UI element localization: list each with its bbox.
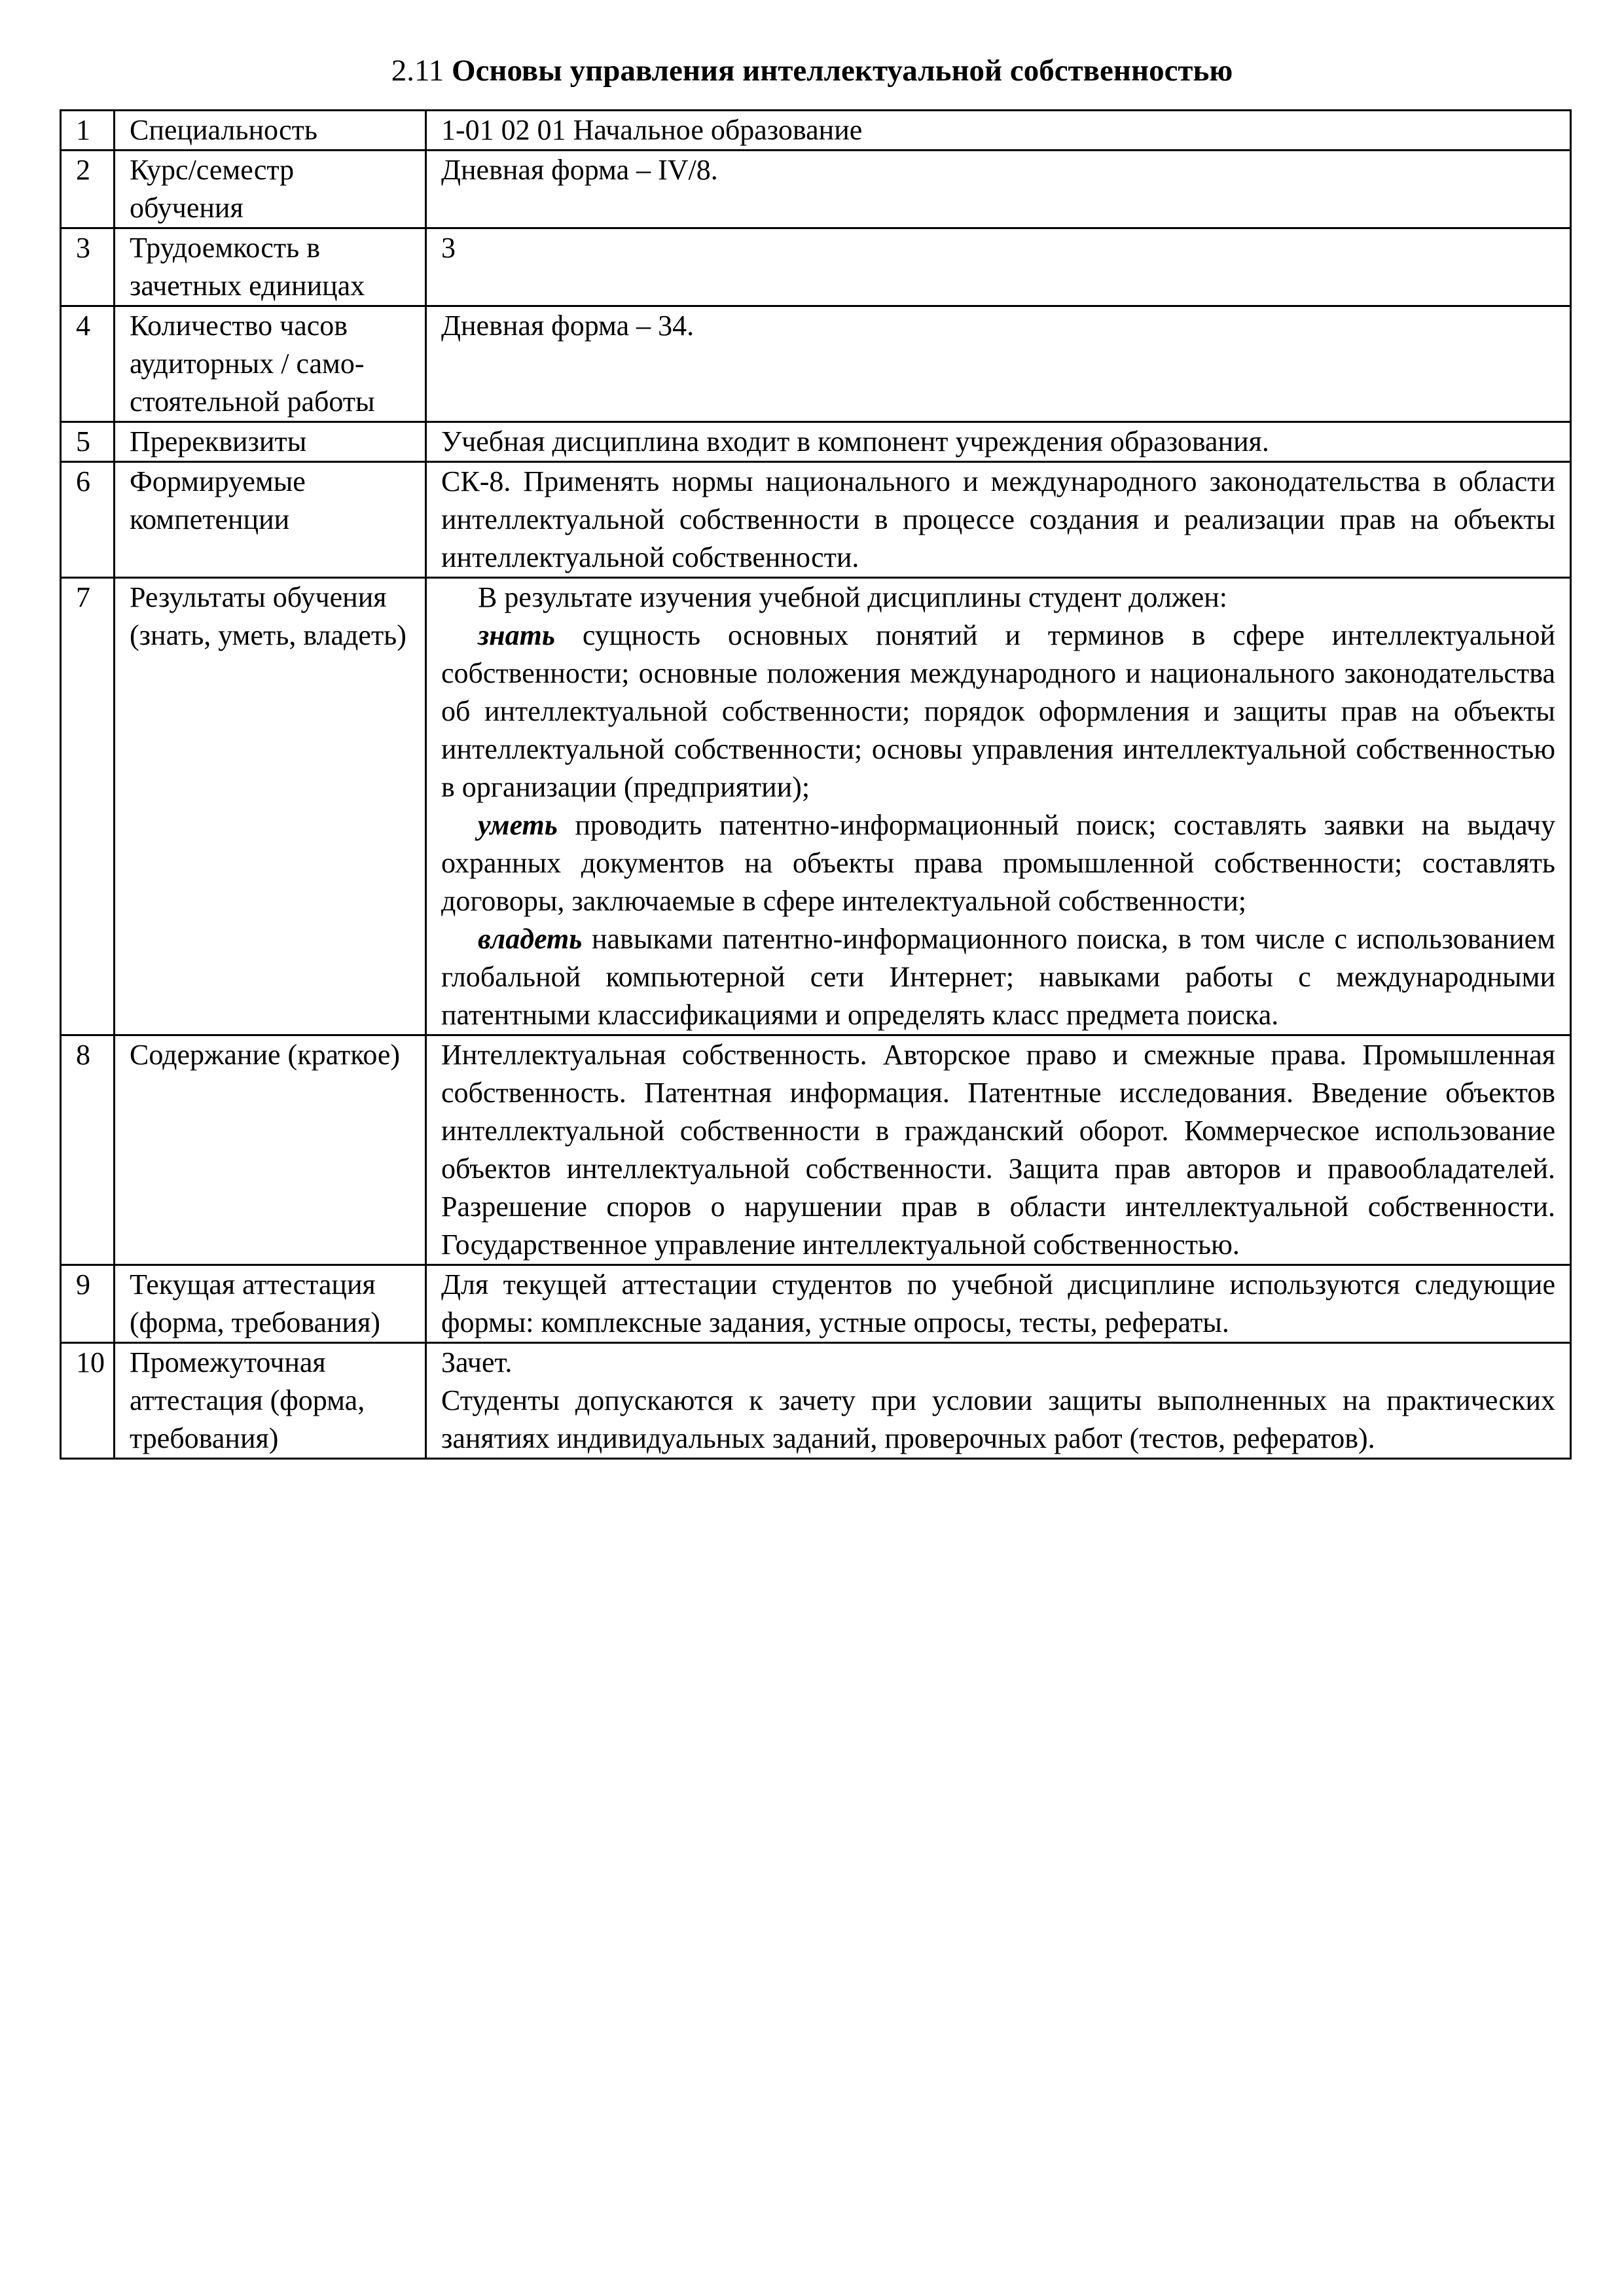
learning-outcomes-intro: В результате изучения учебной дисциплины студент должен: bbox=[478, 581, 1228, 613]
outcome-can bbox=[441, 806, 1555, 920]
table-row bbox=[61, 578, 1571, 1035]
row-label: Курс/семестр обучения bbox=[115, 151, 426, 228]
table-row bbox=[61, 151, 1571, 228]
row-content: Для текущей аттестации студентов по учебной дисциплине используются следующие формы: комплексные задания, устные опросы, тесты, рефераты. bbox=[426, 1265, 1571, 1343]
table-row bbox=[61, 111, 1571, 151]
outcome-term: уметь bbox=[478, 809, 558, 841]
row-number: 4 bbox=[61, 306, 115, 422]
row-content: Дневная форма – 34. bbox=[426, 306, 1571, 422]
course-spec-table bbox=[60, 109, 1572, 1460]
row-label: Содержание (краткое) bbox=[115, 1035, 426, 1265]
row-content: Учебная дисциплина входит в компонент учреждения образования. bbox=[426, 422, 1571, 462]
assessment-requirements: Студенты допускаются к зачету при условии защиты выполненных на практических занятиях индивидуальных заданий, проверочных работ (тестов, рефератов). bbox=[441, 1384, 1555, 1454]
row-number: 8 bbox=[61, 1035, 115, 1265]
row-content: СК-8. Применять нормы национального и международного законодательства в области интеллектуальной собственности в процессе создания и реализации прав на объекты интеллектуальной собственности. bbox=[426, 462, 1571, 578]
row-label: Формируемые компетенции bbox=[115, 462, 426, 578]
row-number: 9 bbox=[61, 1265, 115, 1343]
table-row bbox=[61, 228, 1571, 306]
row-number: 3 bbox=[61, 228, 115, 306]
row-label: Количество часов аудиторных / само-стоятельной работы bbox=[115, 306, 426, 422]
row-content bbox=[426, 578, 1571, 1035]
table-row bbox=[61, 306, 1571, 422]
row-number: 6 bbox=[61, 462, 115, 578]
section-number: 2.11 bbox=[391, 54, 444, 88]
row-label: Промежуточная аттестация (форма, требования) bbox=[115, 1343, 426, 1459]
row-label: Пререквизиты bbox=[115, 422, 426, 462]
row-label: Результаты обучения (знать, уметь, владеть) bbox=[115, 578, 426, 1035]
assessment-form: Зачет. bbox=[441, 1346, 513, 1378]
section-name: Основы управления интеллектуальной собственностью bbox=[451, 54, 1233, 88]
outcome-term: владеть bbox=[478, 923, 583, 955]
row-content: Интеллектуальная собственность. Авторское право и смежные права. Промышленная собственность. Патентная информация. Патентные исследования. Введение объектов интеллектуальной собственности в гражданский оборот. Коммерческое использование объектов интеллектуальной собственности. Защита прав авторов и правообладателей. Разрешение споров о нарушении прав в области интеллектуальной собственности. Государственное управление интеллектуальной собственностью. bbox=[426, 1035, 1571, 1265]
row-label: Специальность bbox=[115, 111, 426, 151]
row-content: Дневная форма – IV/8. bbox=[426, 151, 1571, 228]
outcome-own bbox=[441, 920, 1555, 1034]
table-row bbox=[61, 1035, 1571, 1265]
table-row bbox=[61, 1343, 1571, 1459]
row-label: Трудоемкость в зачетных единицах bbox=[115, 228, 426, 306]
table-row bbox=[61, 462, 1571, 578]
outcome-text: проводить патентно-информационный поиск; составлять заявки на выдачу охранных документов на объекты права промышленной собственности; составлять договоры, заключаемые в сфере интелектуальной собственности; bbox=[441, 809, 1555, 917]
row-number: 2 bbox=[61, 151, 115, 228]
table-row bbox=[61, 1265, 1571, 1343]
row-label: Текущая аттестация (форма, требования) bbox=[115, 1265, 426, 1343]
row-number: 5 bbox=[61, 422, 115, 462]
outcome-text: сущность основных понятий и терминов в сфере интеллектуальной собственности; основные положения международного и национального законодательства об интеллектуальной собственности; порядок оформления и защиты прав на объекты интеллектуальной собственности; основы управления интеллектуальной собственностью в организации (предприятии); bbox=[441, 619, 1555, 803]
outcome-text: навыками патентно-информационного поиска, в том числе с использованием глобальной компьютерной сети Интернет; навыками работы с международными патентными классификациями и определять класс предмета поиска. bbox=[441, 923, 1555, 1031]
outcome-know bbox=[441, 617, 1555, 806]
row-number: 1 bbox=[61, 111, 115, 151]
row-number: 10 bbox=[61, 1343, 115, 1459]
row-content: 1-01 02 01 Начальное образование bbox=[426, 111, 1571, 151]
row-content bbox=[426, 1343, 1571, 1459]
table-row bbox=[61, 422, 1571, 462]
row-number: 7 bbox=[61, 578, 115, 1035]
outcome-term: знать bbox=[478, 619, 555, 651]
row-content: 3 bbox=[426, 228, 1571, 306]
page-title bbox=[0, 51, 1624, 90]
